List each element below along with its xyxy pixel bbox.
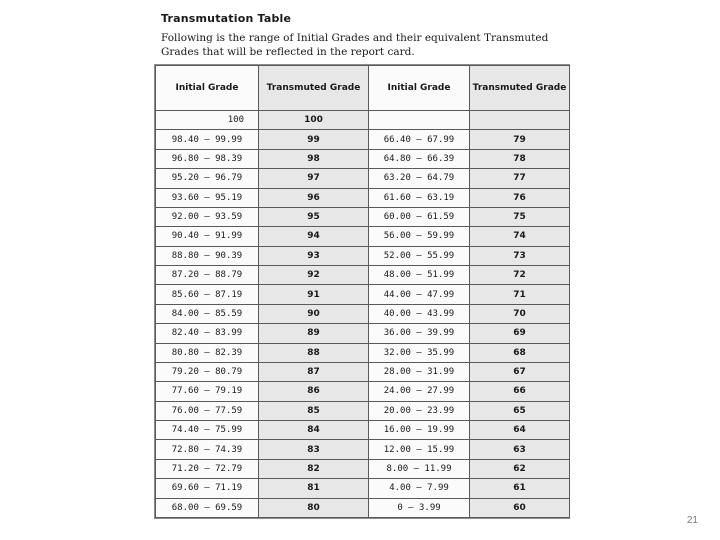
initial-grade-left-cell: 98.40 – 99.99 [156, 130, 259, 149]
header-transmuted-grade-left: Transmuted Grade [259, 66, 369, 111]
initial-grade-left-cell: 84.00 – 85.59 [156, 304, 259, 323]
table-row [156, 207, 570, 226]
initial-grade-left-cell: 72.80 – 74.39 [156, 440, 259, 459]
transmuted-grade-right-cell: 69 [470, 324, 570, 343]
initial-grade-right-cell: 24.00 – 27.99 [369, 382, 470, 401]
initial-grade-right-cell: 64.80 – 66.39 [369, 149, 470, 168]
transmuted-grade-left-cell: 99 [259, 130, 369, 149]
initial-grade-right-cell: 60.00 – 61.59 [369, 207, 470, 226]
initial-grade-right-cell: 56.00 – 59.99 [369, 227, 470, 246]
intro-paragraph: Following is the range of Initial Grades and their equivalent Transmuted Grades that will be reflected in the report card. [161, 32, 549, 58]
transmuted-grade-right-cell: 62 [470, 459, 570, 478]
transmuted-grade-left-cell: 88 [259, 343, 369, 362]
table-row [156, 440, 570, 459]
transmuted-grade-right-cell: 61 [470, 479, 570, 498]
initial-grade-right-cell: 44.00 – 47.99 [369, 285, 470, 304]
table-row [156, 188, 570, 207]
transmuted-grade-left-cell: 92 [259, 266, 369, 285]
transmuted-grade-right-cell: 73 [470, 246, 570, 265]
header-transmuted-grade-right: Transmuted Grade [470, 66, 570, 111]
initial-grade-left-cell: 93.60 – 95.19 [156, 188, 259, 207]
transmuted-grade-right-cell: 60 [470, 498, 570, 518]
initial-grade-right-cell: 12.00 – 15.99 [369, 440, 470, 459]
transmuted-grade-right-cell: 78 [470, 149, 570, 168]
initial-grade-left-cell: 95.20 – 96.79 [156, 169, 259, 188]
transmuted-grade-right-cell: 75 [470, 207, 570, 226]
table-row [156, 304, 570, 323]
transmutation-table-scan [154, 64, 570, 519]
initial-grade-left-cell: 85.60 – 87.19 [156, 285, 259, 304]
initial-grade-left-cell: 96.80 – 98.39 [156, 149, 259, 168]
initial-grade-right-cell: 40.00 – 43.99 [369, 304, 470, 323]
transmuted-grade-right-cell: 63 [470, 440, 570, 459]
initial-grade-left-cell: 82.40 – 83.99 [156, 324, 259, 343]
initial-grade-right-cell: 16.00 – 19.99 [369, 421, 470, 440]
transmuted-grade-left-cell: 98 [259, 149, 369, 168]
transmuted-grade-right-cell: 79 [470, 130, 570, 149]
transmuted-grade-right-cell: 72 [470, 266, 570, 285]
initial-grade-left-cell: 68.00 – 69.59 [156, 498, 259, 518]
table-row [156, 421, 570, 440]
transmuted-grade-left-cell: 80 [259, 498, 369, 518]
initial-grade-right-cell: 8.00 – 11.99 [369, 459, 470, 478]
transmuted-grade-left-cell: 91 [259, 285, 369, 304]
table-row [156, 362, 570, 381]
header-initial-grade-left: Initial Grade [156, 66, 259, 111]
transmuted-grade-right-cell: 77 [470, 169, 570, 188]
table-header-row [156, 66, 570, 111]
initial-grade-right-cell: 28.00 – 31.99 [369, 362, 470, 381]
transmutation-table [155, 65, 570, 518]
transmuted-grade-right-cell: 70 [470, 304, 570, 323]
initial-grade-right-cell: 66.40 – 67.99 [369, 130, 470, 149]
initial-grade-right-cell: 20.00 – 23.99 [369, 401, 470, 420]
initial-grade-left-cell: 79.20 – 80.79 [156, 362, 259, 381]
table-row [156, 149, 570, 168]
initial-grade-left-cell: 77.60 – 79.19 [156, 382, 259, 401]
document-title: Transmutation Table [161, 12, 292, 25]
initial-grade-left-cell: 90.40 – 91.99 [156, 227, 259, 246]
initial-grade-right-cell: 63.20 – 64.79 [369, 169, 470, 188]
transmuted-grade-right-cell: 68 [470, 343, 570, 362]
transmuted-grade-right-cell: 67 [470, 362, 570, 381]
transmuted-grade-left-cell: 90 [259, 304, 369, 323]
transmuted-grade-left-cell: 83 [259, 440, 369, 459]
initial-grade-left-cell: 88.80 – 90.39 [156, 246, 259, 265]
initial-grade-left-cell: 76.00 – 77.59 [156, 401, 259, 420]
transmuted-grade-left-cell: 93 [259, 246, 369, 265]
table-row [156, 266, 570, 285]
initial-grade-right-cell [369, 111, 470, 130]
table-row [156, 169, 570, 188]
initial-grade-left-cell: 74.40 – 75.99 [156, 421, 259, 440]
initial-grade-right-cell: 52.00 – 55.99 [369, 246, 470, 265]
table-row [156, 382, 570, 401]
transmuted-grade-left-cell: 84 [259, 421, 369, 440]
table-row [156, 479, 570, 498]
transmuted-grade-right-cell: 71 [470, 285, 570, 304]
page-number: 21 [686, 515, 698, 526]
table-row [156, 401, 570, 420]
initial-grade-left-cell: 100 [156, 111, 259, 130]
table-row [156, 227, 570, 246]
transmuted-grade-right-cell: 76 [470, 188, 570, 207]
transmuted-grade-left-cell: 89 [259, 324, 369, 343]
initial-grade-right-cell: 4.00 – 7.99 [369, 479, 470, 498]
transmuted-grade-left-cell: 85 [259, 401, 369, 420]
transmuted-grade-right-cell: 65 [470, 401, 570, 420]
initial-grade-left-cell: 69.60 – 71.19 [156, 479, 259, 498]
initial-grade-right-cell: 61.60 – 63.19 [369, 188, 470, 207]
transmuted-grade-left-cell: 87 [259, 362, 369, 381]
transmuted-grade-left-cell: 95 [259, 207, 369, 226]
table-row [156, 324, 570, 343]
transmuted-grade-right-cell [470, 111, 570, 130]
transmuted-grade-left-cell: 82 [259, 459, 369, 478]
transmuted-grade-left-cell: 100 [259, 111, 369, 130]
table-row [156, 343, 570, 362]
initial-grade-left-cell: 71.20 – 72.79 [156, 459, 259, 478]
table-row [156, 130, 570, 149]
header-initial-grade-right: Initial Grade [369, 66, 470, 111]
initial-grade-left-cell: 92.00 – 93.59 [156, 207, 259, 226]
table-row [156, 285, 570, 304]
transmuted-grade-left-cell: 94 [259, 227, 369, 246]
initial-grade-left-cell: 87.20 – 88.79 [156, 266, 259, 285]
table-row [156, 111, 570, 130]
transmuted-grade-right-cell: 66 [470, 382, 570, 401]
transmuted-grade-left-cell: 86 [259, 382, 369, 401]
transmuted-grade-left-cell: 97 [259, 169, 369, 188]
initial-grade-left-cell: 80.80 – 82.39 [156, 343, 259, 362]
transmuted-grade-left-cell: 96 [259, 188, 369, 207]
transmuted-grade-right-cell: 74 [470, 227, 570, 246]
transmuted-grade-left-cell: 81 [259, 479, 369, 498]
initial-grade-right-cell: 48.00 – 51.99 [369, 266, 470, 285]
initial-grade-right-cell: 0 – 3.99 [369, 498, 470, 518]
table-row [156, 246, 570, 265]
table-row [156, 498, 570, 518]
initial-grade-right-cell: 32.00 – 35.99 [369, 343, 470, 362]
table-row [156, 459, 570, 478]
initial-grade-right-cell: 36.00 – 39.99 [369, 324, 470, 343]
transmuted-grade-right-cell: 64 [470, 421, 570, 440]
